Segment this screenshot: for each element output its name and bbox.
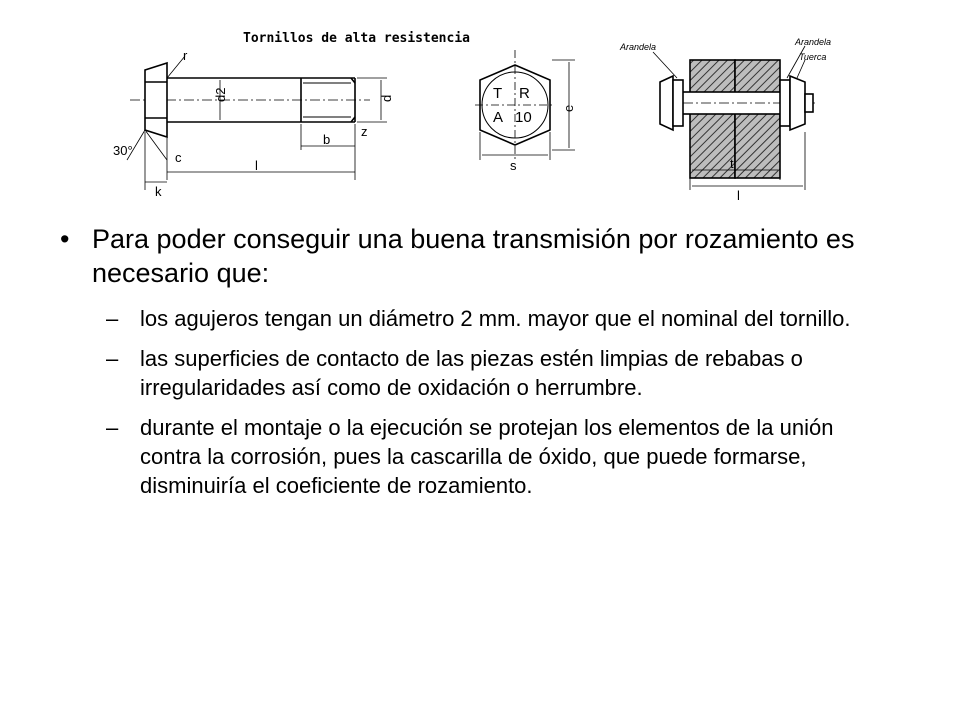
label-z: z [361,124,368,139]
hex-label-t: T [493,85,503,102]
hex-label-r: R [519,85,530,102]
slide-content [60,222,920,511]
sub-bullet-item [106,304,920,333]
sub-bullet-text: las superficies de contacto de las piezas estén limpias de rebabas o irregularidades así como de oxidación o herrumbre. [140,346,803,400]
label-c: c [175,150,182,165]
label-s: s [510,158,517,173]
dash-icon: – [106,306,119,331]
label-l2: l [737,188,740,203]
sub-bullet-item [106,413,920,500]
dash-icon: – [106,415,119,440]
label-k: k [155,184,162,199]
label-d: d [379,94,394,102]
label-l: l [255,158,258,173]
bolted-joint-view [653,46,815,190]
label-e: e [561,104,576,112]
label-r: r [183,48,188,63]
label-angle: 30° [113,143,133,158]
dash-icon: – [106,346,119,371]
bolt-drawing-svg [105,20,855,205]
figure-title: Tornillos de alta resistencia [243,31,470,46]
main-bullet-text: Para poder conseguir una buena transmisión por rozamiento es necesario que: [92,224,855,288]
sub-bullet-item [106,344,920,402]
bolt-technical-drawing [105,20,855,205]
label-arandela-left: Arandela [620,42,657,52]
hex-label-a: A [493,109,504,126]
label-d2: d2 [213,87,228,102]
sub-bullet-text: durante el montaje o la ejecución se protejan los elementos de la unión contra la corrosión, pues la cascarilla de óxido, que puede formarse, disminuiría el coeficiente de rozamiento. [140,415,834,498]
label-b: b [323,132,331,147]
hex-label-10: 10 [515,109,532,126]
hex-head-view [475,50,575,160]
sub-bullet-list [60,304,920,500]
main-bullet [60,222,920,290]
bullet-icon: • [60,224,70,254]
sub-bullet-text: los agujeros tengan un diámetro 2 mm. mayor que el nominal del tornillo. [140,306,851,331]
label-arandela-right: Arandela [795,37,832,47]
label-t: t [730,156,734,171]
label-tuerca: Tuerca [799,52,827,62]
